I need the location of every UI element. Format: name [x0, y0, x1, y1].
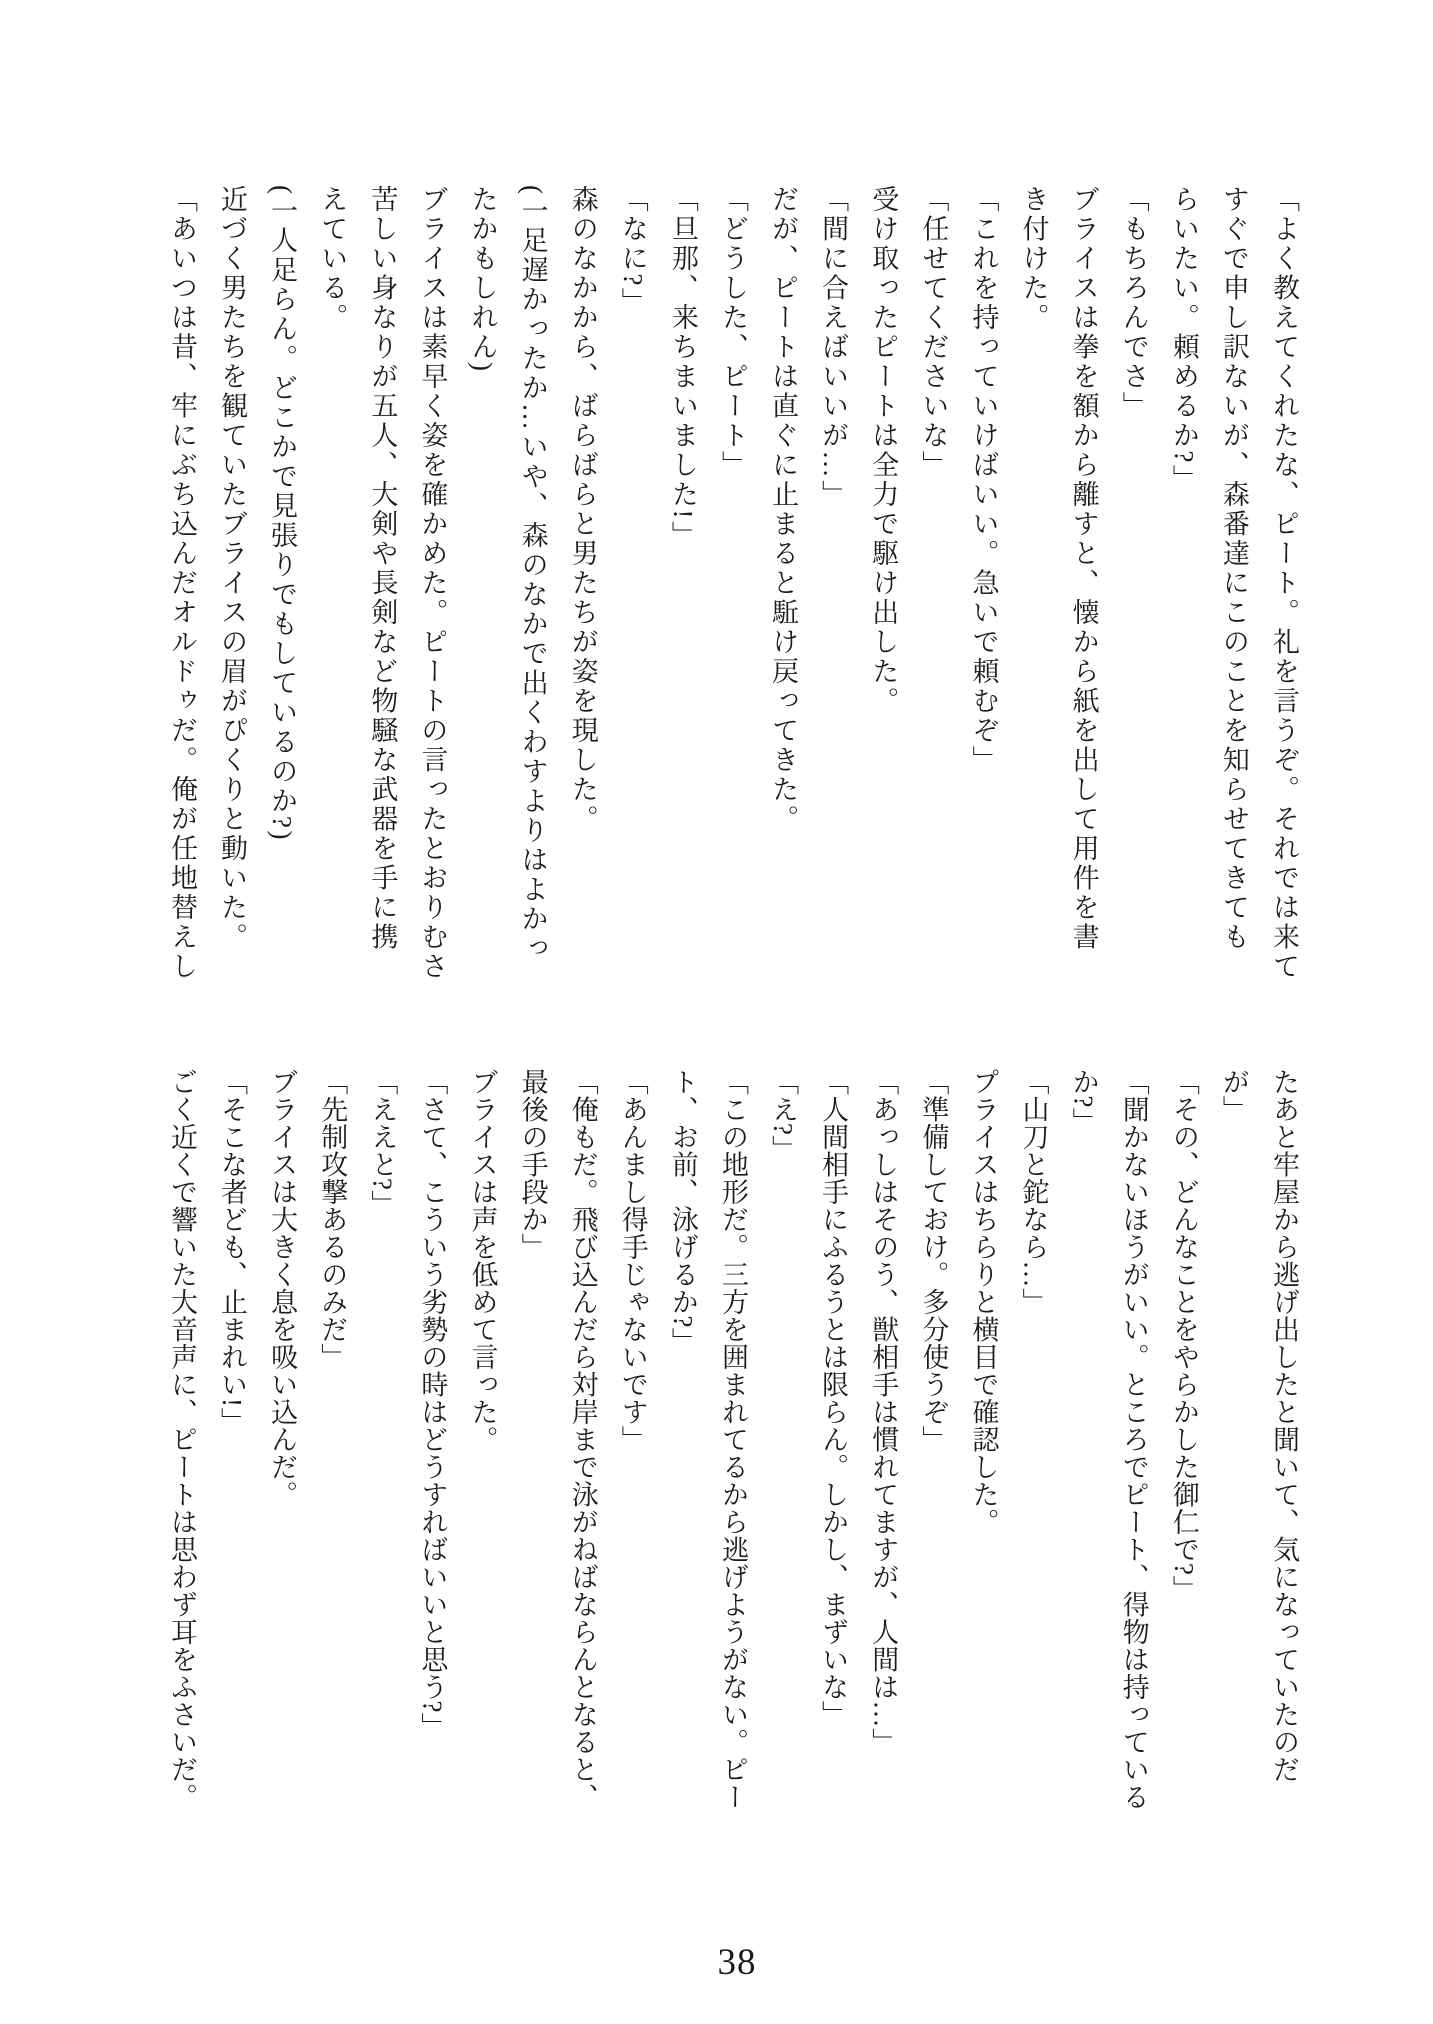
text-column: 「人間相手にふるうとは限らん。しかし、まずいな」 [818, 1068, 849, 1728]
text-column: か?」 [1068, 1068, 1099, 1136]
text-column: 「先制攻撃あるのみだ」 [317, 1068, 348, 1371]
text-block-bottom [157, 1068, 1309, 1820]
text-column: 最後の手段か」 [517, 1068, 548, 1261]
text-column: たかもしれん) [467, 185, 498, 374]
text-column: 「任せてくださいな」 [918, 185, 949, 480]
text-column: ブライスは素早く姿を確かめた。ピートの言ったとおりむさ [417, 185, 448, 982]
text-column: が」 [1218, 1068, 1249, 1123]
text-column: 苦しい身なりが五人、大剣や長剣など物騒な武器を手に携 [367, 185, 398, 952]
text-column: 「もちろんでさ」 [1118, 185, 1149, 421]
text-column: (一足遅かったか…いや、森のなかで出くわすよりはよかっ [517, 185, 548, 964]
page-number: 38 [717, 1942, 757, 1983]
text-column: き付けた。 [1018, 185, 1049, 333]
text-column: だが、ピートは直ぐに止まると駈け戻ってきた。 [768, 185, 799, 834]
text-column: 「旦那、来ちまいました!」 [667, 185, 698, 551]
text-column: 「準備しておけ。多分使うぞ」 [918, 1068, 949, 1453]
text-column: たあと牢屋から逃げ出したと聞いて、気になっていたのだ [1269, 1068, 1299, 1783]
text-column: 「これを持っていけばいい。急いで頼むぞ」 [968, 185, 999, 775]
text-block-top [157, 185, 1309, 997]
text-column: すぐで申し訳ないが、森番達にこのことを知らせてきても [1218, 185, 1249, 952]
text-column: 「よく教えてくれたな、ピート。礼を言うぞ。それでは来て [1269, 185, 1299, 982]
text-column: 「え?」 [768, 1068, 799, 1163]
text-column: ブライスは拳を額から離すと、懐から紙を出して用件を書 [1068, 185, 1099, 952]
text-column: 森のなかから、ばらばらと男たちが姿を現した。 [567, 185, 598, 834]
text-column: 「山刀と鉈なら…」 [1018, 1068, 1049, 1316]
text-column: 「その、どんなことをやらかした御仁で?」 [1168, 1068, 1199, 1603]
text-column: えている。 [317, 185, 348, 333]
text-column: ト、お前、泳げるか?」 [667, 1068, 698, 1356]
text-column: 「あっしはそのう、獣相手は慣れてますが、人間は…」 [868, 1068, 899, 1756]
text-column: 受け取ったピートは全力で駆け出した。 [868, 185, 899, 716]
text-column: 「あんまし得手じゃないです」 [617, 1068, 648, 1453]
text-column: 「どうした、ピート」 [717, 185, 748, 480]
text-column: 「俺もだ。飛び込んだら対岸まで泳がねばならんとなると、 [567, 1068, 598, 1811]
text-column: ごく近くで響いた大音声に、ピートは思わず耳をふさいだ。 [166, 1068, 197, 1811]
text-column: 近づく男たちを観ていたブライスの眉がぴくりと動いた。 [217, 185, 248, 952]
text-column: 「間に合えばいいが…」 [818, 185, 849, 510]
text-column: プライスはちらりと横目で確認した。 [968, 1068, 999, 1536]
text-column: 「ええと?」 [367, 1068, 398, 1218]
text-column: 「なに?」 [617, 185, 648, 318]
text-column: ブライスは大きく息を吸い込んだ。 [267, 1068, 298, 1508]
text-column: ブライスは声を低めて言った。 [467, 1068, 498, 1453]
text-column: らいたい。頼めるか?」 [1168, 185, 1199, 495]
text-column: 「あいつは昔、牢にぶち込んだオルドゥだ。俺が任地替えし [166, 185, 197, 982]
text-column: 「この地形だ。三方を囲まれてるから逃げようがない。ピー [717, 1068, 748, 1811]
text-column: 「さて、こういう劣勢の時はどうすればいいと思う?」 [417, 1068, 448, 1741]
text-column: (一人足らん。どこかで見張りでもしているのか?) [267, 185, 298, 842]
text-column: 「そこな者ども、止まれい!」 [217, 1068, 248, 1435]
text-column: 「聞かないほうがいい。ところでピート、得物は持っている [1118, 1068, 1149, 1811]
